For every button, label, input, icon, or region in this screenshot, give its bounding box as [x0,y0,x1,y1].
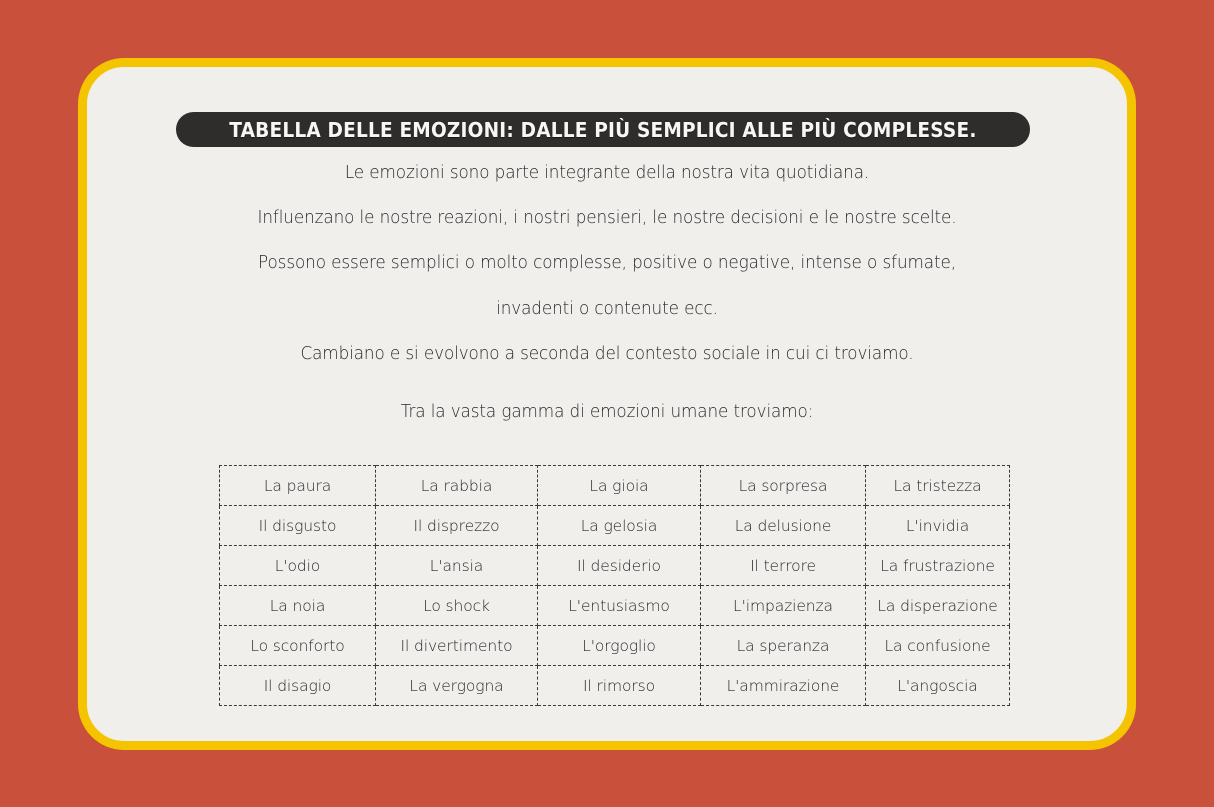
table-lead-in: Tra la vasta gamma di emozioni umane troviamo: [400,401,814,422]
intro-paragraph-5: Cambiano e si evolvono a seconda del contesto sociale in cui ci troviamo. [300,344,914,364]
intro-paragraph-4: invadenti o contenute ecc. [496,298,718,319]
intro-text-block [137,165,1077,449]
emotion-cell: Lo sconforto [220,626,376,666]
emotion-cell: La delusione [701,506,866,546]
emotion-cell: La rabbia [376,466,538,506]
emotion-cell: La gelosia [538,506,701,546]
emotion-cell: Il disgusto [220,506,376,546]
emotion-cell: Lo shock [376,586,538,626]
emotion-cell: La disperazione [866,586,1010,626]
emotion-cell: L'angoscia [866,666,1010,706]
table-row [220,626,1010,666]
emotion-cell: La noia [220,586,376,626]
intro-paragraph-3: Possono essere semplici o molto complesse, positive o negative, intense o sfumate, [258,253,956,273]
emotion-cell: L'invidia [866,506,1010,546]
table-row [220,466,1010,506]
intro-paragraph-1: Le emozioni sono parte integrante della nostra vita quotidiana. [344,163,870,183]
emotion-cell: La confusione [866,626,1010,666]
intro-paragraph-2: Influenzano le nostre reazioni, i nostri pensieri, le nostre decisioni e le nostre scelte. [257,207,957,228]
card-inner [87,67,1127,741]
emotion-cell: L'ammirazione [701,666,866,706]
emotion-cell: Il rimorso [538,666,701,706]
emotion-cell: La speranza [701,626,866,666]
emotion-cell: Il desiderio [538,546,701,586]
emotion-cell: La tristezza [866,466,1010,506]
emotion-cell: La gioia [538,466,701,506]
emotion-cell: L'ansia [376,546,538,586]
table-row [220,586,1010,626]
emotion-cell: Il disprezzo [376,506,538,546]
emotion-cell: La paura [220,466,376,506]
emotion-cell: Il divertimento [376,626,538,666]
content-card [78,58,1136,750]
emotions-table [219,465,1010,706]
table-row [220,666,1010,706]
page-title: TABELLA DELLE EMOZIONI: DALLE PIÙ SEMPLICI ALLE PIÙ COMPLESSE. [229,117,977,142]
emotion-cell: L'impazienza [701,586,866,626]
emotion-cell: La sorpresa [701,466,866,506]
emotion-cell: L'entusiasmo [538,586,701,626]
title-banner [176,112,1030,147]
emotion-cell: La vergogna [376,666,538,706]
emotion-cell: Il terrore [701,546,866,586]
emotion-cell: L'orgoglio [538,626,701,666]
emotion-cell: Il disagio [220,666,376,706]
emotion-cell: L'odio [220,546,376,586]
emotion-cell: La frustrazione [866,546,1010,586]
table-row [220,506,1010,546]
table-row [220,546,1010,586]
